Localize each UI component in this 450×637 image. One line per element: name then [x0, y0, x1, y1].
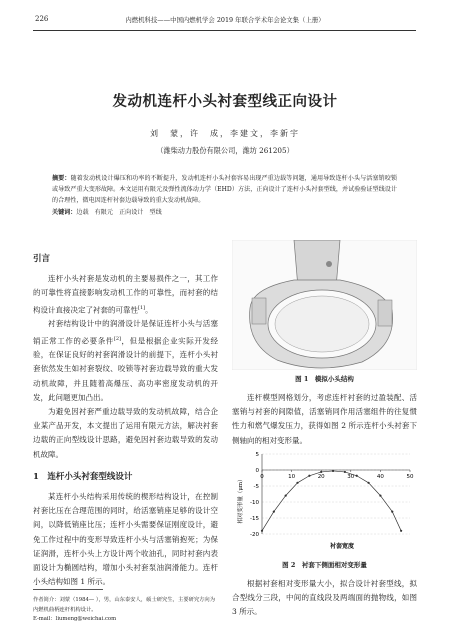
keywords	[52, 207, 397, 216]
footnote-rule	[33, 589, 103, 590]
connecting-rod-figure	[232, 240, 417, 370]
chart-y-label: 相对变形量（μm）	[238, 476, 244, 524]
chart-x-tick-label: 10	[288, 474, 296, 480]
running-title: 内燃机科技——中国内燃机学会 2019 年联合学术年会论文集（上册）	[125, 16, 325, 24]
chart-data-point	[332, 470, 334, 472]
chart-x-tick-label: 40	[376, 474, 384, 480]
chart-y-tick-label: 0	[255, 468, 259, 474]
footnote-line-2: 内燃机曲柄连杆机构设计。	[33, 606, 97, 613]
paper-authors: 刘 蒙，许 成，李建文，李新宇	[150, 129, 300, 138]
chart-data-point	[320, 471, 322, 473]
abstract-text: 随着发动机设计爆压和功率的不断提升，发动机连杆小头衬套容易出现严重边载等问题，通用导致连杆小头与活塞销咬锁或导致严重大变形故障。本文运用有限元及弹性流体动力学（EHD）方法，正向设计了连杆小头衬套型线，并试验验证型线设计的合理性，微电因连杆衬套边载导致的重大发动机故障。	[52, 175, 398, 204]
left-column	[33, 252, 218, 589]
intro-heading: 引言	[33, 254, 51, 264]
right-column-paragraph-2: 根据衬套相对变形量大小，拟合设计衬套型线，拟合型线分三段，中间的直线段及两端面的抛物线，如图 3 所示。	[232, 579, 417, 617]
chart-y-tick-label: -10	[250, 500, 259, 506]
page-number: 226	[35, 15, 49, 23]
chart-x-tick-label: 30	[347, 474, 355, 480]
chart-x-label: 衬套宽度	[329, 543, 355, 550]
chart-data-point	[379, 495, 381, 497]
chart-y-tick-label: -5	[253, 484, 259, 490]
chart-axes	[262, 454, 410, 534]
keywords-label: 关键词：	[52, 209, 77, 216]
chart-data-point	[367, 482, 369, 484]
intro-paragraph-2: 衬套结构设计中的润滑设计是保证连杆小头与活塞销正常工作的必要条件[2]，但是根据企业实际开发经验，在保证良好的衬套润滑设计的前提下，连杆小头衬套依然发生如衬套裂纹、咬锁等衬套边载导致的重大发动机故障，并且随着高爆压、高功率密度发动机的开发，此问题更加凸出。	[33, 319, 219, 402]
section-1-paragraph: 某连杆小头结构采用传统的楔形结构设计，在控制衬套比压在合理范围的同时，给活塞销座足够的设计空间，以降低销座比压；连杆小头需要保证刚度设计，避免工作过程中的变形导致连杆小头与活塞销抱死；为保证润滑，连杆小头上方设计两个收油孔，同时衬套内表面设计为椭圆结构，增加小头衬套泵油润滑能力。连杆小头结构如图 1 所示。	[33, 492, 218, 587]
chart-data-point	[356, 475, 358, 477]
chart-y-tick-label: 5	[255, 452, 259, 458]
intro-paragraph-1: 连杆小头衬套是发动机的主要易损件之一，其工作的可靠性将直接影响发动机工作的可靠性，而衬套的结构设计直接决定了衬套的可靠性[1]。	[33, 274, 218, 315]
chart-data-point	[273, 511, 275, 513]
abstract-label: 摘要：	[52, 175, 71, 182]
deformation-chart	[232, 448, 417, 556]
keywords-text: 边载 有限元 正向设计 型线	[76, 209, 162, 216]
chart-tick-labels	[250, 452, 414, 538]
paper-affiliation: （潍柴动力股份有限公司，潍坊 261205）	[156, 146, 294, 155]
figure-1-caption: 图 1 模拟小头结构	[295, 375, 354, 383]
chart-data-point	[391, 511, 393, 513]
chart-x-tick-label: 20	[317, 474, 325, 480]
chart-x-tick-label: 0	[260, 474, 264, 480]
abstract	[52, 173, 397, 206]
footnote-line-1: 作者简介：刘蒙（1984— ），男，山东泰安人，硕士研究生，主要研究方向为	[33, 597, 216, 603]
chart-y-tick-label: -20	[250, 532, 259, 538]
chart-y-tick-label: -15	[250, 516, 259, 522]
footnote-email: E-mail：liumeng@weichai.com	[33, 616, 117, 622]
chart-data-point	[344, 471, 346, 473]
chart-data-point	[296, 482, 298, 484]
section-1-heading: 1 连杆小头衬套型线设计	[33, 471, 133, 482]
chart-data-point	[308, 475, 310, 477]
chart-data-point	[285, 495, 287, 497]
header-rule	[33, 30, 416, 31]
chart-x-tick-label: 50	[406, 474, 414, 480]
paper-title: 发动机连杆小头衬套型线正向设计	[112, 93, 338, 110]
intro-paragraph-3: 为避免因衬套严重边载导致的发动机故障，结合企业某产品开发，本文提出了运用有限元方法，解决衬套边载的正向型线设计思路，避免因衬套边载导致的发动机故障。	[33, 407, 218, 459]
right-column-paragraph-1: 连杆模型网格划分，考虑连杆衬套的过盈装配、活塞销与衬套的间隙值，活塞销同作用活塞组件的往复惯性力和燃气爆发压力，获得如图 2 所示连杆小头衬套下侧轴向的相对变形量。	[232, 393, 417, 445]
chart-data-point	[400, 530, 402, 532]
author-footnote	[33, 596, 218, 625]
chart-grid	[262, 454, 410, 534]
figure-2-caption: 图 2 衬套下侧面相对变形量	[282, 561, 367, 569]
chart-data-point	[261, 530, 263, 532]
